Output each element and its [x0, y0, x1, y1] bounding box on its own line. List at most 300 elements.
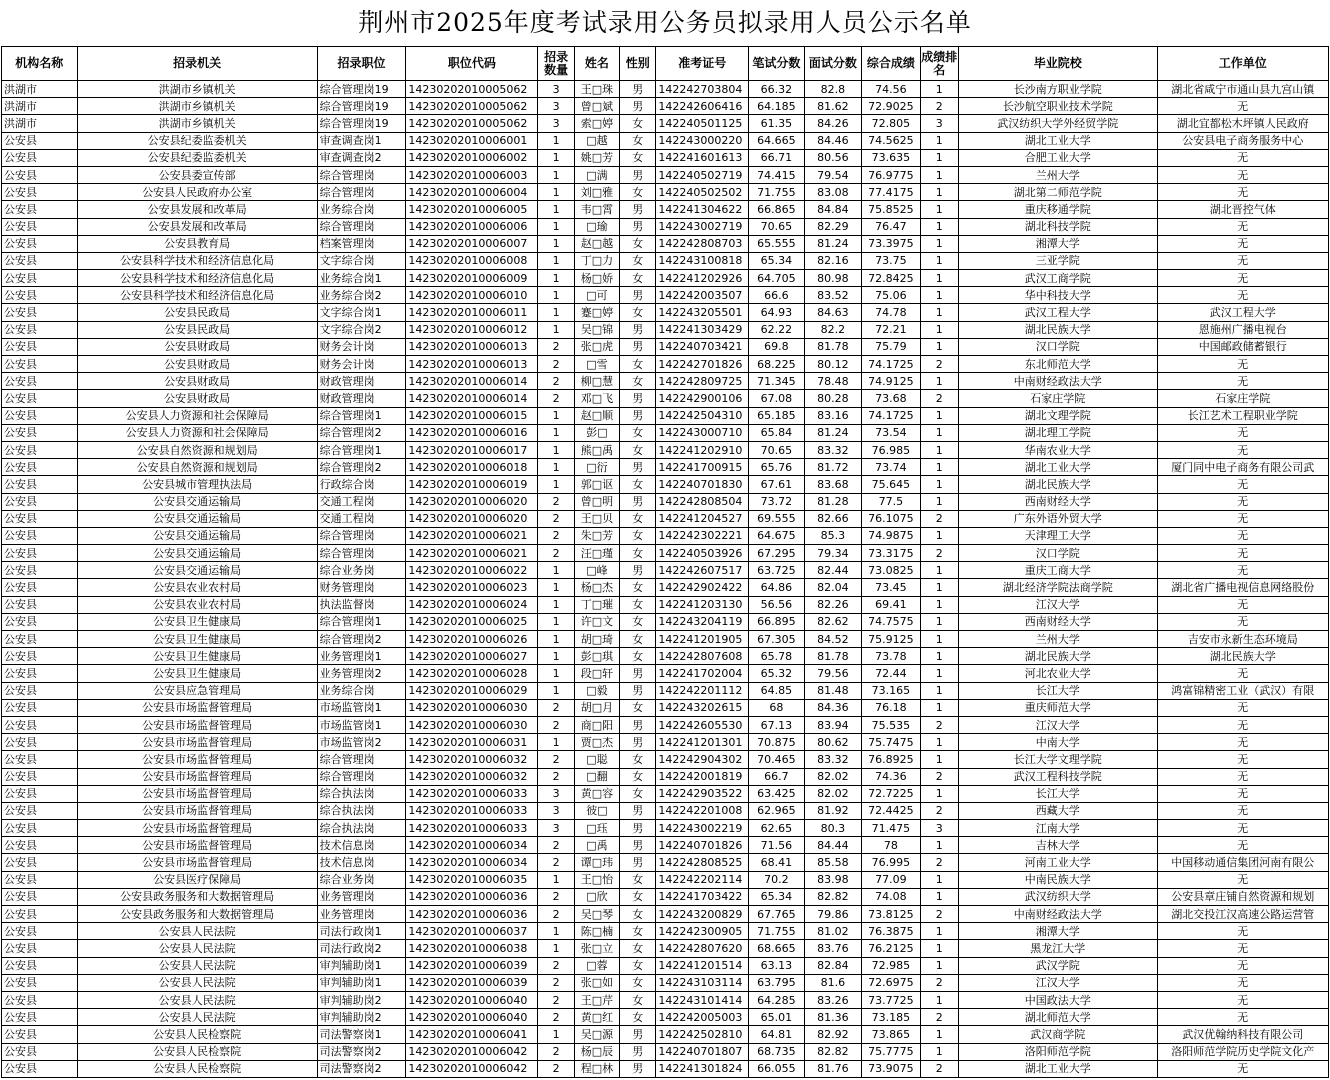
interview-score-cell: 81.62 — [804, 98, 861, 115]
org-name-cell: 公安县 — [2, 218, 78, 235]
position-cell: 司法警察岗2 — [317, 1060, 406, 1077]
written-score-cell: 64.705 — [749, 270, 804, 287]
school-cell: 江汉大学 — [958, 596, 1157, 613]
org-name-cell: 公安县 — [2, 854, 78, 871]
employer-cell: 无 — [1157, 974, 1328, 991]
agency-cell: 公安县卫生健康局 — [77, 631, 317, 648]
quota-cell: 1 — [538, 476, 574, 493]
interview-score-cell: 81.6 — [804, 974, 861, 991]
org-name-cell: 公安县 — [2, 631, 78, 648]
total-score-cell: 75.535 — [862, 716, 920, 733]
ticket-number-cell: 142243000220 — [656, 132, 749, 149]
table-row — [2, 493, 1329, 510]
org-name-cell: 洪湖市 — [2, 98, 78, 115]
employer-cell: 无 — [1157, 149, 1328, 166]
interview-score-cell: 82.62 — [804, 613, 861, 630]
employer-cell: 无 — [1157, 751, 1328, 768]
position-code-cell: 14230202010006013 — [406, 356, 538, 373]
interview-score-cell: 83.16 — [804, 407, 861, 424]
table-row — [2, 252, 1329, 269]
rank-cell: 1 — [920, 613, 958, 630]
total-score-cell: 73.78 — [862, 648, 920, 665]
name-cell: □毅 — [574, 682, 619, 699]
gender-cell: 男 — [620, 390, 656, 407]
quota-cell: 1 — [538, 596, 574, 613]
school-cell: 长江大学 — [958, 785, 1157, 802]
agency-cell: 公安县人民政府办公室 — [77, 184, 317, 201]
quota-cell: 1 — [538, 270, 574, 287]
employer-cell: 无 — [1157, 441, 1328, 458]
gender-cell: 女 — [620, 888, 656, 905]
school-cell: 西藏大学 — [958, 802, 1157, 819]
name-cell: □雪 — [574, 356, 619, 373]
quota-cell: 1 — [538, 682, 574, 699]
quota-cell: 2 — [538, 493, 574, 510]
gender-cell: 男 — [620, 682, 656, 699]
written-score-cell: 70.875 — [749, 734, 804, 751]
rank-cell: 1 — [920, 81, 958, 98]
gender-cell: 男 — [620, 562, 656, 579]
quota-cell: 1 — [538, 218, 574, 235]
interview-score-cell: 83.26 — [804, 991, 861, 1008]
position-code-cell: 14230202010006025 — [406, 613, 538, 630]
school-cell: 河北农业大学 — [958, 665, 1157, 682]
gender-cell: 男 — [620, 854, 656, 871]
rank-cell: 2 — [920, 906, 958, 923]
ticket-number-cell: 142242001819 — [656, 768, 749, 785]
total-score-cell: 73.165 — [862, 682, 920, 699]
agency-cell: 公安县市场监督管理局 — [77, 751, 317, 768]
ticket-number-cell: 142241304622 — [656, 201, 749, 218]
quota-cell: 3 — [538, 820, 574, 837]
position-cell: 综合执法岗 — [317, 820, 406, 837]
position-code-cell: 14230202010005062 — [406, 115, 538, 132]
table-row — [2, 527, 1329, 544]
total-score-cell: 74.9875 — [862, 527, 920, 544]
name-cell: 王□贝 — [574, 510, 619, 527]
employer-cell: 鸿富锦精密工业（武汉）有限 — [1157, 682, 1328, 699]
rank-cell: 1 — [920, 682, 958, 699]
written-score-cell: 70.2 — [749, 871, 804, 888]
table-row — [2, 716, 1329, 733]
gender-cell: 女 — [620, 1009, 656, 1026]
position-cell: 综合管理岗2 — [317, 631, 406, 648]
total-score-cell: 72.985 — [862, 957, 920, 974]
table-row — [2, 562, 1329, 579]
written-score-cell: 65.34 — [749, 888, 804, 905]
school-cell: 湘潭大学 — [958, 235, 1157, 252]
quota-cell: 1 — [538, 579, 574, 596]
gender-cell: 女 — [620, 373, 656, 390]
written-score-cell: 71.755 — [749, 184, 804, 201]
rank-cell: 1 — [920, 373, 958, 390]
employer-cell: 无 — [1157, 235, 1328, 252]
employer-cell: 无 — [1157, 218, 1328, 235]
name-cell: □越 — [574, 132, 619, 149]
position-code-cell: 14230202010006013 — [406, 338, 538, 355]
org-name-cell: 公安县 — [2, 699, 78, 716]
position-cell: 综合业务岗 — [317, 562, 406, 579]
quota-cell: 3 — [538, 802, 574, 819]
school-cell: 黑龙江大学 — [958, 940, 1157, 957]
interview-score-cell: 82.44 — [804, 562, 861, 579]
interview-score-cell: 82.26 — [804, 596, 861, 613]
position-cell: 综合执法岗 — [317, 802, 406, 819]
employer-cell: 无 — [1157, 785, 1328, 802]
rank-cell: 1 — [920, 1043, 958, 1060]
name-cell: 张□虎 — [574, 338, 619, 355]
school-cell: 武汉工程大学 — [958, 304, 1157, 321]
position-code-cell: 14230202010006020 — [406, 510, 538, 527]
table-row — [2, 682, 1329, 699]
table-row — [2, 699, 1329, 716]
org-name-cell: 公安县 — [2, 1026, 78, 1043]
total-score-cell: 77.4175 — [862, 184, 920, 201]
table-row — [2, 149, 1329, 166]
position-code-cell: 14230202010006016 — [406, 424, 538, 441]
position-code-cell: 14230202010006040 — [406, 1009, 538, 1026]
agency-cell: 洪湖市乡镇机关 — [77, 115, 317, 132]
position-cell: 综合管理岗1 — [317, 441, 406, 458]
position-cell: 业务管理岗 — [317, 906, 406, 923]
total-score-cell: 76.47 — [862, 218, 920, 235]
gender-cell: 女 — [620, 510, 656, 527]
school-header: 毕业院校 — [958, 47, 1157, 81]
org-name-cell: 公安县 — [2, 493, 78, 510]
table-row — [2, 287, 1329, 304]
table-row — [2, 991, 1329, 1008]
ticket-number-cell: 142241201514 — [656, 957, 749, 974]
school-cell: 长沙南方职业学院 — [958, 81, 1157, 98]
quota-cell: 1 — [538, 424, 574, 441]
name-cell: □可 — [574, 287, 619, 304]
total-score-cell: 78 — [862, 837, 920, 854]
table-row — [2, 1043, 1329, 1060]
table-row — [2, 734, 1329, 751]
ticket-number-cell: 142242808504 — [656, 493, 749, 510]
gender-cell: 女 — [620, 631, 656, 648]
agency-cell: 公安县农业农村局 — [77, 579, 317, 596]
school-cell: 湖北理工学院 — [958, 424, 1157, 441]
rank-cell: 2 — [920, 1009, 958, 1026]
quota-cell: 2 — [538, 991, 574, 1008]
school-cell: 洛阳师范学院 — [958, 1043, 1157, 1060]
employer-cell: 无 — [1157, 287, 1328, 304]
gender-cell: 女 — [620, 768, 656, 785]
rank-cell: 1 — [920, 166, 958, 183]
quota-cell: 1 — [538, 184, 574, 201]
name-cell: 张□立 — [574, 940, 619, 957]
name-cell: 王□怡 — [574, 871, 619, 888]
rank-cell: 1 — [920, 957, 958, 974]
position-code-cell: 14230202010006030 — [406, 716, 538, 733]
position-code-cell: 14230202010006004 — [406, 184, 538, 201]
school-cell: 湖北第二师范学院 — [958, 184, 1157, 201]
table-body — [2, 81, 1329, 1078]
total-score-cell: 73.3975 — [862, 235, 920, 252]
table-row — [2, 441, 1329, 458]
quota-cell: 2 — [538, 527, 574, 544]
quota-cell: 2 — [538, 751, 574, 768]
written-score-cell: 65.78 — [749, 648, 804, 665]
school-cell: 湘潭大学 — [958, 923, 1157, 940]
total-score-cell: 72.21 — [862, 321, 920, 338]
agency-cell: 公安县交通运输局 — [77, 545, 317, 562]
gender-cell: 男 — [620, 81, 656, 98]
written-score-cell: 65.32 — [749, 665, 804, 682]
gender-cell: 女 — [620, 476, 656, 493]
interview-score-cell: 84.44 — [804, 837, 861, 854]
gender-cell: 男 — [620, 734, 656, 751]
employer-cell: 湖北省咸宁市通山县九宫山镇 — [1157, 81, 1328, 98]
school-cell: 江南大学 — [958, 820, 1157, 837]
written-score-cell: 68 — [749, 699, 804, 716]
name-cell: 谭□玮 — [574, 854, 619, 871]
ticket-number-cell: 142243002719 — [656, 218, 749, 235]
interview-score-cell: 84.26 — [804, 115, 861, 132]
employer-cell: 湖北省广播电视信息网络股份 — [1157, 579, 1328, 596]
school-cell: 中南民族大学 — [958, 871, 1157, 888]
rank-cell: 1 — [920, 596, 958, 613]
interview-score-cell: 80.98 — [804, 270, 861, 287]
total-score-cell: 76.18 — [862, 699, 920, 716]
school-cell: 中国政法大学 — [958, 991, 1157, 1008]
name-cell: □蓉 — [574, 957, 619, 974]
written-score-cell: 68.665 — [749, 940, 804, 957]
employer-cell: 恩施州广播电视台 — [1157, 321, 1328, 338]
ticket-number-cell: 142242807620 — [656, 940, 749, 957]
table-row — [2, 579, 1329, 596]
quota-cell: 1 — [538, 441, 574, 458]
total-score-cell: 74.5625 — [862, 132, 920, 149]
position-code-cell: 14230202010006034 — [406, 854, 538, 871]
school-cell: 三亚学院 — [958, 252, 1157, 269]
school-cell: 武汉商学院 — [958, 1026, 1157, 1043]
school-cell: 重庆工商大学 — [958, 562, 1157, 579]
agency-cell: 公安县卫生健康局 — [77, 648, 317, 665]
rank-cell: 1 — [920, 785, 958, 802]
org-name-cell: 洪湖市 — [2, 81, 78, 98]
position-code-cell: 14230202010006024 — [406, 596, 538, 613]
position-code-cell: 14230202010006042 — [406, 1060, 538, 1077]
org-name-cell: 公安县 — [2, 441, 78, 458]
employer-cell: 无 — [1157, 510, 1328, 527]
org-name-cell: 公安县 — [2, 166, 78, 183]
interview-score-cell: 83.68 — [804, 476, 861, 493]
table-row — [2, 218, 1329, 235]
org-name-cell: 公安县 — [2, 459, 78, 476]
school-cell: 武汉纺织大学 — [958, 888, 1157, 905]
position-code-cell: 14230202010006019 — [406, 476, 538, 493]
name-cell: 程□林 — [574, 1060, 619, 1077]
employer-cell: 中国邮政储蓄银行 — [1157, 338, 1328, 355]
gender-cell: 男 — [620, 1043, 656, 1060]
name-cell: □珏 — [574, 820, 619, 837]
ticket-number-cell: 142241201301 — [656, 734, 749, 751]
table-row — [2, 407, 1329, 424]
ticket-number-cell: 142241303429 — [656, 321, 749, 338]
total-score-cell: 73.8125 — [862, 906, 920, 923]
gender-cell: 男 — [620, 837, 656, 854]
interview-score-cell: 82.02 — [804, 785, 861, 802]
org-name-cell: 公安县 — [2, 906, 78, 923]
rank-cell: 1 — [920, 184, 958, 201]
org-name-header: 机构名称 — [2, 47, 78, 81]
rank-cell: 3 — [920, 820, 958, 837]
school-cell: 武汉工商学院 — [958, 270, 1157, 287]
gender-cell: 男 — [620, 716, 656, 733]
total-score-cell: 73.7725 — [862, 991, 920, 1008]
school-cell: 吉林大学 — [958, 837, 1157, 854]
rank-cell: 1 — [920, 321, 958, 338]
agency-cell: 公安县市场监督管理局 — [77, 837, 317, 854]
employer-cell: 无 — [1157, 734, 1328, 751]
position-cell: 综合管理岗 — [317, 545, 406, 562]
employer-cell: 湖北宜都松木坪镇人民政府 — [1157, 115, 1328, 132]
quota-cell: 2 — [538, 373, 574, 390]
agency-cell: 公安县农业农村局 — [77, 596, 317, 613]
name-cell: 刘□雅 — [574, 184, 619, 201]
agency-cell: 洪湖市乡镇机关 — [77, 81, 317, 98]
interview-score-cell: 80.28 — [804, 390, 861, 407]
ticket-number-cell: 142240501125 — [656, 115, 749, 132]
position-code-cell: 14230202010005062 — [406, 81, 538, 98]
name-cell: 王□芹 — [574, 991, 619, 1008]
ticket-number-cell: 142241202926 — [656, 270, 749, 287]
agency-cell: 公安县人力资源和社会保障局 — [77, 424, 317, 441]
name-cell: 杨□娇 — [574, 270, 619, 287]
table-row — [2, 510, 1329, 527]
rank-cell: 1 — [920, 287, 958, 304]
interview-score-cell: 83.08 — [804, 184, 861, 201]
employer-cell: 中国移动通信集团河南有限公 — [1157, 854, 1328, 871]
name-cell: 赵□顺 — [574, 407, 619, 424]
written-score-cell: 64.665 — [749, 132, 804, 149]
org-name-cell: 公安县 — [2, 287, 78, 304]
rank-cell: 1 — [920, 270, 958, 287]
position-code-cell: 14230202010006020 — [406, 493, 538, 510]
gender-cell: 女 — [620, 527, 656, 544]
employer-header: 工作单位 — [1157, 47, 1328, 81]
rank-cell: 1 — [920, 132, 958, 149]
rank-cell: 1 — [920, 235, 958, 252]
total-score-cell: 75.8525 — [862, 201, 920, 218]
name-cell: 索□婷 — [574, 115, 619, 132]
org-name-cell: 公安县 — [2, 562, 78, 579]
table-row — [2, 957, 1329, 974]
employer-cell: 无 — [1157, 699, 1328, 716]
interview-score-cell: 80.3 — [804, 820, 861, 837]
agency-cell: 公安县医疗保障局 — [77, 871, 317, 888]
gender-cell: 女 — [620, 115, 656, 132]
gender-cell: 女 — [620, 613, 656, 630]
total-score-cell: 77.09 — [862, 871, 920, 888]
written-score-cell: 71.56 — [749, 837, 804, 854]
name-cell: 杨□杰 — [574, 579, 619, 596]
quota-cell: 2 — [538, 356, 574, 373]
written-score-cell: 66.865 — [749, 201, 804, 218]
org-name-cell: 公安县 — [2, 338, 78, 355]
rank-cell: 1 — [920, 476, 958, 493]
school-cell: 重庆师范大学 — [958, 699, 1157, 716]
rank-cell: 1 — [920, 648, 958, 665]
agency-cell: 公安县人民检察院 — [77, 1043, 317, 1060]
interview-score-cell: 82.82 — [804, 1043, 861, 1060]
employer-cell: 无 — [1157, 923, 1328, 940]
rank-cell: 1 — [920, 338, 958, 355]
position-code-cell: 14230202010006014 — [406, 390, 538, 407]
total-score-cell: 73.68 — [862, 390, 920, 407]
written-score-cell: 65.34 — [749, 252, 804, 269]
employer-cell: 无 — [1157, 356, 1328, 373]
position-cell: 财政管理岗 — [317, 390, 406, 407]
total-score-cell: 71.475 — [862, 820, 920, 837]
school-cell: 江汉大学 — [958, 716, 1157, 733]
ticket-number-cell: 142242903522 — [656, 785, 749, 802]
rank-cell: 1 — [920, 218, 958, 235]
quota-cell: 2 — [538, 699, 574, 716]
total-score-cell: 75.7475 — [862, 734, 920, 751]
interview-score-cell: 82.02 — [804, 768, 861, 785]
interview-score-cell: 84.36 — [804, 699, 861, 716]
interview-score-cell: 84.63 — [804, 304, 861, 321]
written-score-cell: 66.055 — [749, 1060, 804, 1077]
quota-cell: 1 — [538, 252, 574, 269]
org-name-cell: 公安县 — [2, 820, 78, 837]
written-score-cell: 66.6 — [749, 287, 804, 304]
position-cell: 财务会计岗 — [317, 356, 406, 373]
rank-cell: 2 — [920, 974, 958, 991]
name-header: 姓名 — [574, 47, 619, 81]
position-code-cell: 14230202010006005 — [406, 201, 538, 218]
agency-cell: 公安县财政局 — [77, 338, 317, 355]
interview-score-cell: 81.92 — [804, 802, 861, 819]
gender-cell: 男 — [620, 201, 656, 218]
ticket-number-cell: 142243204119 — [656, 613, 749, 630]
table-row — [2, 1060, 1329, 1077]
total-score-cell: 73.3175 — [862, 545, 920, 562]
table-header-row — [2, 47, 1329, 81]
agency-cell: 公安县交通运输局 — [77, 510, 317, 527]
position-code-cell: 14230202010006040 — [406, 991, 538, 1008]
rank-header: 成绩排名 — [920, 47, 958, 81]
org-name-cell: 公安县 — [2, 424, 78, 441]
ticket-number-cell: 142242502810 — [656, 1026, 749, 1043]
total-score-cell: 76.9775 — [862, 166, 920, 183]
org-name-cell: 公安县 — [2, 390, 78, 407]
gender-cell: 男 — [620, 407, 656, 424]
school-cell: 湖北经济学院法商学院 — [958, 579, 1157, 596]
employer-cell: 无 — [1157, 1060, 1328, 1077]
quota-cell: 2 — [538, 510, 574, 527]
org-name-cell: 公安县 — [2, 579, 78, 596]
written-score-cell: 70.465 — [749, 751, 804, 768]
ticket-number-cell: 142240503926 — [656, 545, 749, 562]
quota-cell: 1 — [538, 149, 574, 166]
written-score-cell: 67.08 — [749, 390, 804, 407]
position-code-cell: 14230202010006034 — [406, 837, 538, 854]
total-score-cell: 75.9125 — [862, 631, 920, 648]
written-score-cell: 64.81 — [749, 1026, 804, 1043]
table-row — [2, 871, 1329, 888]
written-score-cell: 70.65 — [749, 441, 804, 458]
school-cell: 华南农业大学 — [958, 441, 1157, 458]
table-row — [2, 768, 1329, 785]
position-cell: 司法行政岗1 — [317, 923, 406, 940]
position-code-cell: 14230202010006015 — [406, 407, 538, 424]
quota-cell: 2 — [538, 390, 574, 407]
written-score-cell: 68.225 — [749, 356, 804, 373]
